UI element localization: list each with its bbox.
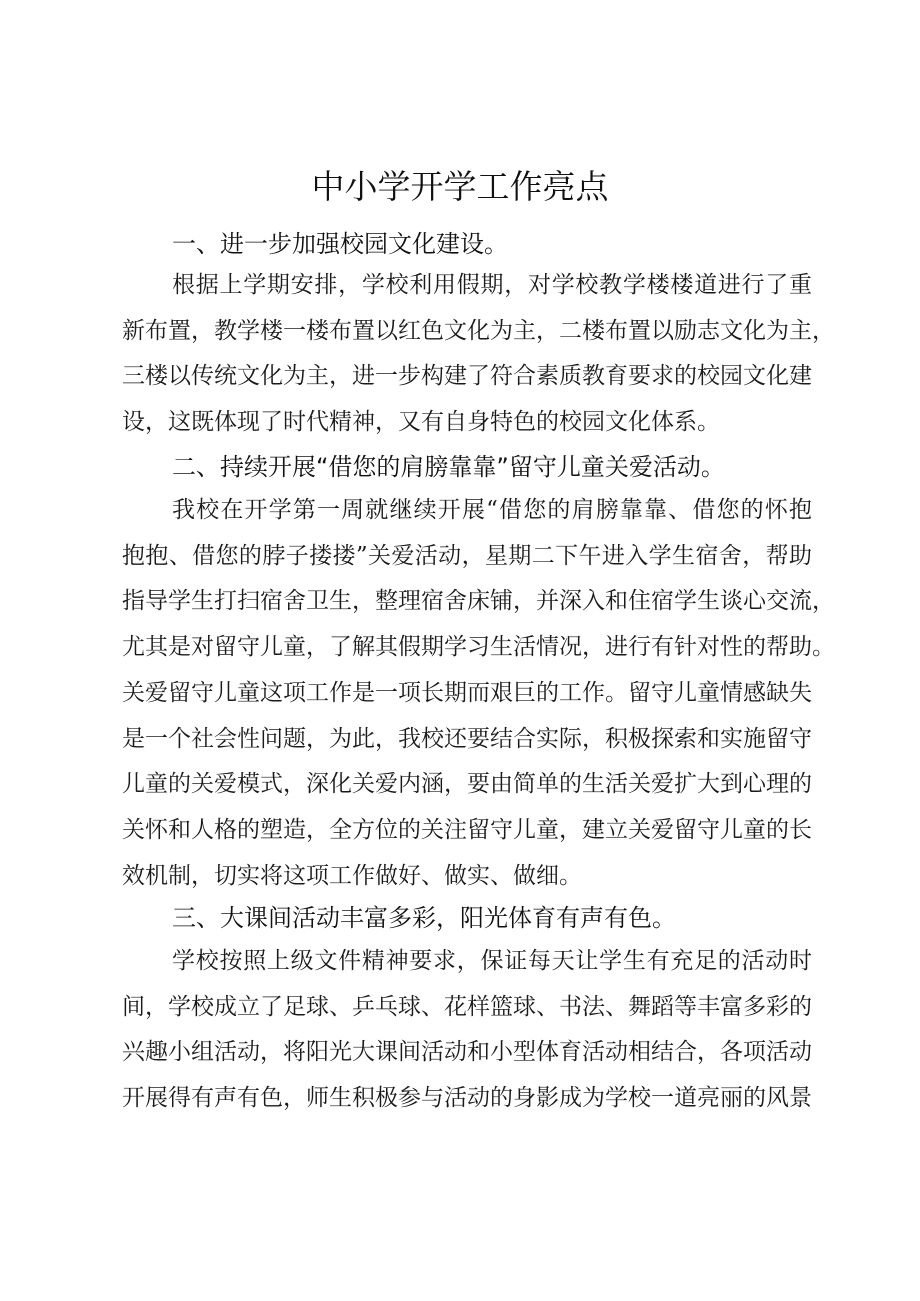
paragraph-line: 是一个社会性问题，为此，我校还要结合实际，积极探索和实施留守 [122, 725, 812, 752]
paragraph-line: 开展得有声有色，师生积极参与活动的身影成为学校一道亮丽的风景 [122, 1085, 812, 1112]
paragraph-line: 我校在开学第一周就继续开展“借您的肩膀靠靠、借您的怀抱 [172, 497, 812, 523]
paragraph-line: 根据上学期安排，学校利用假期，对学校教学楼楼道进行了重 [172, 272, 812, 298]
paragraph-line: 兴趣小组活动，将阳光大课间活动和小型体育活动相结合，各项活动 [122, 1039, 812, 1066]
paragraph-line: 尤其是对留守儿童，了解其假期学习生活情况，进行有针对性的帮助。 [122, 634, 835, 661]
document-title: 中小学开学工作亮点 [311, 167, 609, 206]
paragraph-line: 关爱留守儿童这项工作是一项长期而艰巨的工作。留守儿童情感缺失 [122, 679, 812, 706]
section-heading-1: 一、进一步加强校园文化建设。 [172, 230, 508, 258]
section-heading-2: 二、持续开展“借您的肩膀靠靠”留守儿童关爱活动。 [172, 453, 725, 481]
paragraph-line: 学校按照上级文件精神要求，保证每天让学生有充足的活动时 [172, 948, 812, 974]
section-paragraph-3 [122, 939, 812, 1122]
section-paragraph-1 [122, 263, 835, 446]
section-heading-3: 三、大课间活动丰富多彩，阳光体育有声有色。 [172, 904, 676, 932]
paragraph-line: 抱抱、借您的脖子搂搂”关爱活动，星期二下午进入学生宿舍，帮助 [122, 542, 812, 569]
paragraph-line: 新布置，教学楼一楼布置以红色文化为主，二楼布置以励志文化为主， [122, 317, 835, 344]
paragraph-line: 设，这既体现了时代精神，又有自身特色的校园文化体系。 [122, 409, 720, 436]
section-paragraph-2 [122, 488, 835, 899]
paragraph-line: 关怀和人格的塑造，全方位的关注留守儿童，建立关爱留守儿童的长 [122, 816, 812, 843]
paragraph-line: 间，学校成立了足球、乒乓球、花样篮球、书法、舞蹈等丰富多彩的 [122, 993, 812, 1020]
paragraph-line: 三楼以传统文化为主，进一步构建了符合素质教育要求的校园文化建 [122, 363, 812, 390]
paragraph-line: 指导学生打扫宿舍卫生，整理宿舍床铺，并深入和住宿学生谈心交流， [122, 588, 835, 615]
paragraph-line: 儿童的关爱模式，深化关爱内涵，要由简单的生活关爱扩大到心理的 [122, 771, 812, 798]
paragraph-line: 效机制，切实将这项工作做好、做实、做细。 [122, 862, 582, 889]
